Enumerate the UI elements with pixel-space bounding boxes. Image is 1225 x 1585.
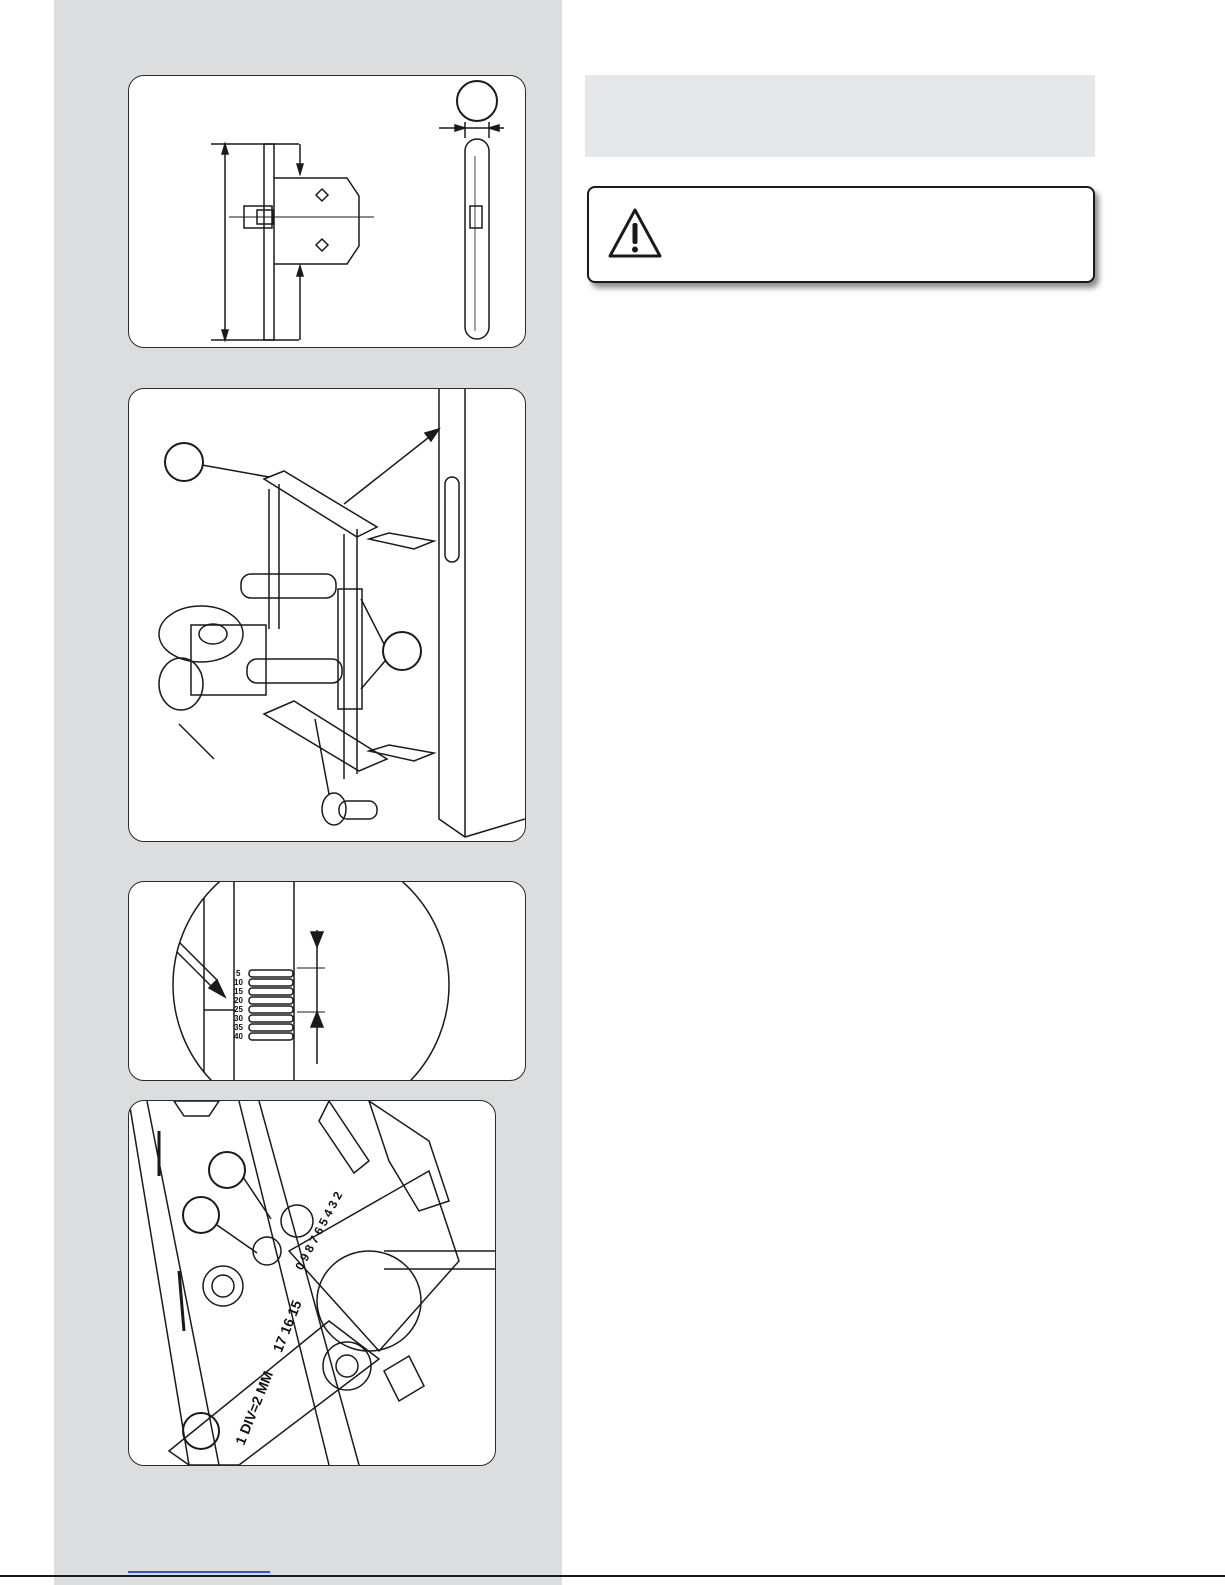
section-title-box bbox=[585, 75, 1095, 157]
micrometer-digit: 9 bbox=[296, 1251, 313, 1264]
footer-rule bbox=[0, 1575, 1225, 1577]
scale-number: 35 bbox=[234, 1023, 243, 1032]
figure-2-machine-illustration bbox=[128, 388, 526, 842]
figure-1-dimension-drawing bbox=[128, 75, 526, 348]
micrometer-digit: 5 bbox=[315, 1215, 332, 1229]
footer-link-underline[interactable] bbox=[128, 1571, 270, 1573]
micrometer-digit: 3 bbox=[325, 1198, 341, 1211]
micrometer-digit: 2 bbox=[329, 1189, 346, 1202]
scale-number: 40 bbox=[234, 1032, 243, 1041]
scale-number: 25 bbox=[234, 1005, 243, 1014]
figure-4-micrometer-detail bbox=[128, 1100, 496, 1466]
figure-3-depth-scale bbox=[128, 881, 526, 1081]
warning-box bbox=[587, 186, 1095, 283]
micrometer-digit: 7 bbox=[306, 1233, 322, 1246]
scale-number: 10 bbox=[234, 978, 243, 987]
scale-number: 5 bbox=[236, 969, 241, 978]
warning-triangle-icon bbox=[607, 206, 663, 260]
micrometer-digit: 8 bbox=[301, 1242, 318, 1255]
sleeve-text: 1 DIV=2 MM bbox=[231, 1368, 277, 1448]
machine-svg bbox=[129, 389, 525, 841]
sleeve-numbers: 17 16 15 bbox=[269, 1297, 305, 1355]
micrometer-digit: 6 bbox=[311, 1224, 327, 1238]
scale-number: 15 bbox=[234, 987, 243, 996]
micrometer-digit: 4 bbox=[320, 1206, 336, 1220]
scale-number: 30 bbox=[234, 1014, 243, 1023]
depth-scale-svg bbox=[129, 882, 525, 1080]
scale-number: 20 bbox=[234, 996, 243, 1005]
micrometer-svg bbox=[129, 1101, 495, 1465]
micrometer-digit: 0 bbox=[292, 1259, 308, 1273]
magnifier-circle bbox=[173, 882, 449, 1080]
dimension-drawing-svg bbox=[129, 76, 525, 347]
